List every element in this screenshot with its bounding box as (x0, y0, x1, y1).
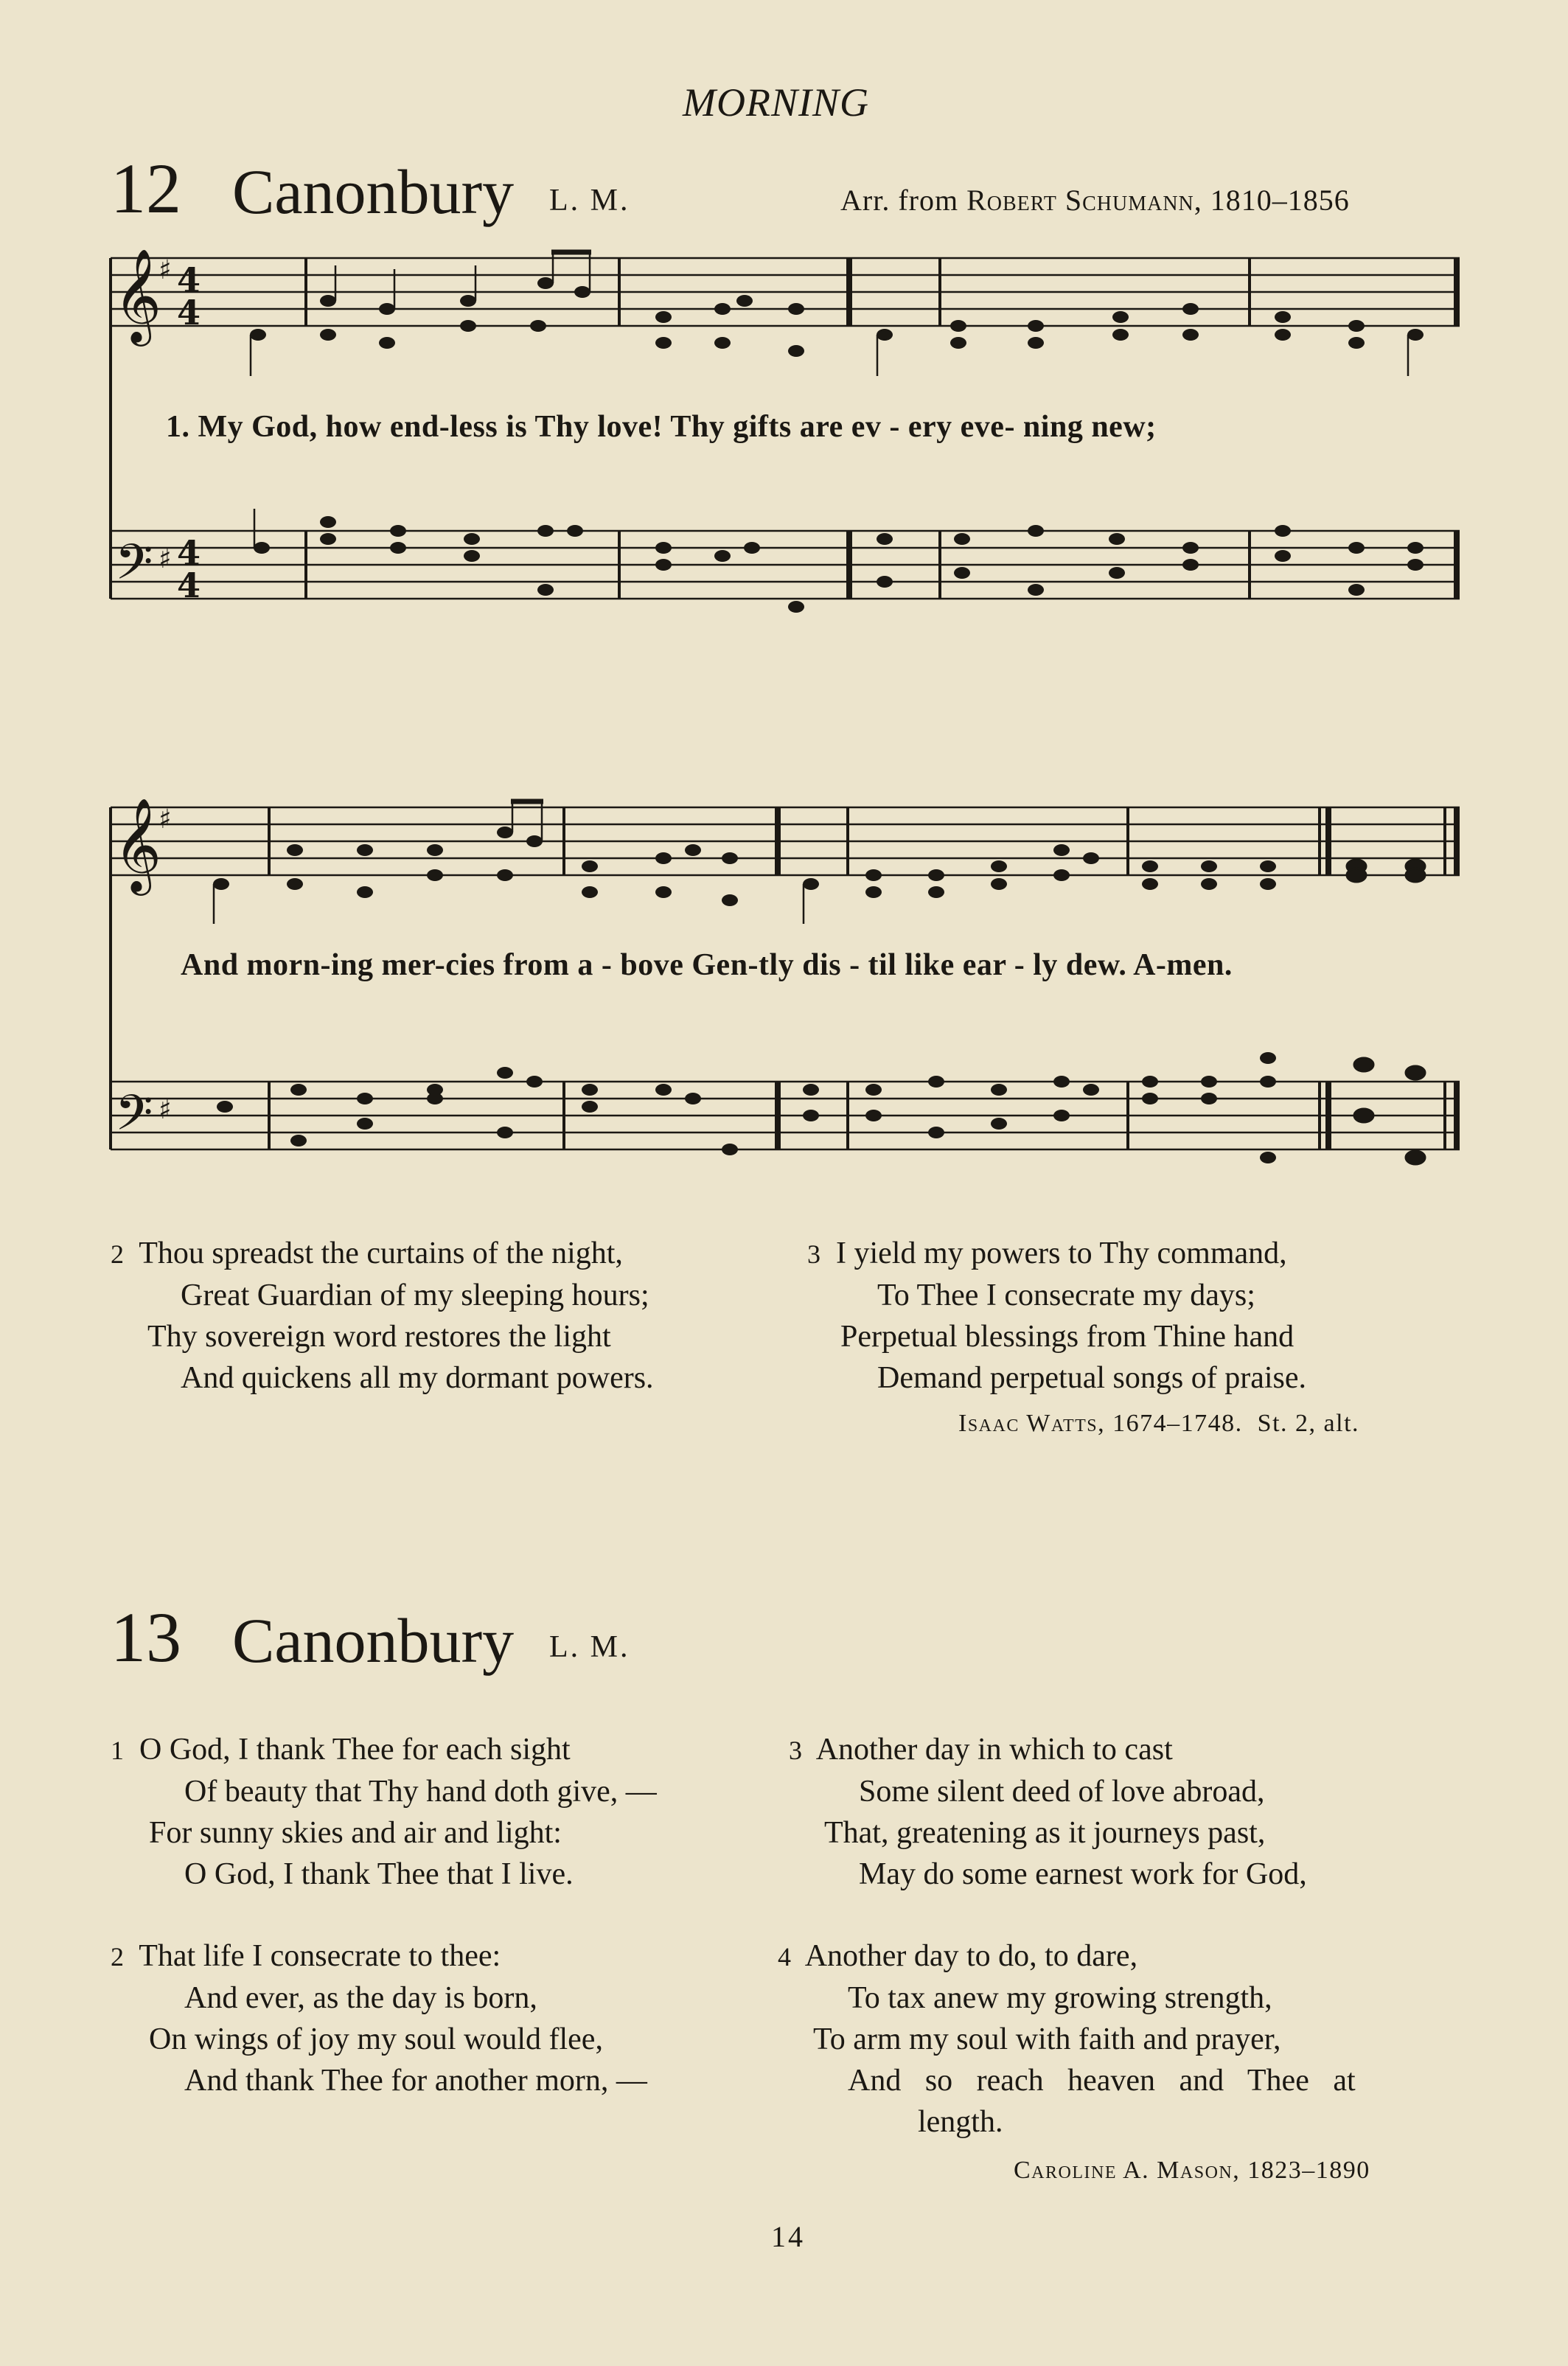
hymn-12-lyrics-line-1: 1. My God, how end-less is Thy love! Thy gifts are ev - ery eve- ning new; (166, 410, 1157, 444)
verse-line: length. (918, 2105, 1003, 2139)
hymn-13-number: 13 (111, 1598, 181, 1677)
hymn-13-verse-3 (789, 1729, 1307, 1895)
hymn-12-lyrics-line-2: And morn-ing mer-cies from a - bove Gen-tly dis - til like ear - ly dew. A-men. (181, 948, 1233, 982)
hymn-12-tune: Canonbury (232, 156, 515, 227)
verse-number: 3 (789, 1736, 802, 1765)
music-system-2 (103, 778, 1460, 1191)
svg-text:4: 4 (177, 260, 201, 300)
hymn-12-verse-3 (807, 1233, 1306, 1399)
verse-line: And thank Thee for another morn, — (184, 2064, 647, 2098)
author: Isaac Watts, 1674–1748. (958, 1410, 1243, 1437)
verse-line: And quickens all my dormant powers. (181, 1361, 654, 1395)
bass-clef-icon: 𝄢 (115, 534, 153, 602)
composer: Robert Schumann, 1810–1856 (966, 184, 1350, 217)
arranger-prefix: Arr. from (840, 184, 959, 217)
hymn-12-credit (958, 1410, 1359, 1438)
verse-line: Thy sovereign word restores the light (147, 1320, 611, 1354)
svg-text:4: 4 (177, 533, 201, 573)
verse-number: 2 (111, 1239, 124, 1269)
hymn-13-tune: Canonbury (232, 1605, 515, 1676)
verse-line: Great Guardian of my sleeping hours; (181, 1278, 649, 1312)
hymn-13-verse-2 (111, 1935, 647, 2101)
verse-line: Another day to do, to dare, (804, 1939, 1138, 1973)
credit-note: St. 2, alt. (1257, 1410, 1360, 1437)
verse-line: To tax anew my growing strength, (848, 1981, 1272, 2015)
verse-number: 1 (111, 1736, 124, 1765)
verse-line: I yield my powers to Thy command, (836, 1236, 1287, 1270)
verse-line: For sunny skies and air and light: (149, 1816, 562, 1850)
verse-number: 3 (807, 1239, 820, 1269)
verse-line: Demand perpetual songs of praise. (877, 1361, 1306, 1395)
verse-line: Thou spreadst the curtains of the night, (139, 1236, 623, 1270)
bass-clef-icon: 𝄢 (115, 1085, 153, 1153)
verse-number: 2 (111, 1942, 124, 1972)
svg-text:♯: ♯ (158, 804, 172, 835)
svg-text:4: 4 (177, 293, 201, 333)
svg-text:♯: ♯ (158, 1095, 172, 1125)
hymn-13-credit: Caroline A. Mason, 1823–1890 (1014, 2157, 1370, 2184)
hymn-12-verse-2 (111, 1233, 654, 1399)
verse-line: On wings of joy my soul would flee, (149, 2022, 603, 2056)
verse-line: Of beauty that Thy hand doth give, — (184, 1775, 657, 1809)
sharp-icon: ♯ (158, 255, 172, 285)
verse-number: 4 (778, 1942, 791, 1972)
hymn-12-meter: L. M. (549, 184, 630, 218)
svg-text:♯: ♯ (158, 544, 172, 574)
verse-line: To Thee I consecrate my days; (877, 1278, 1255, 1312)
hymn-13-meter: L. M. (549, 1630, 630, 1664)
verse-line: May do some earnest work for God, (859, 1857, 1307, 1891)
hymn-13-verse-4 (778, 1935, 1356, 2143)
verse-line: O God, I thank Thee for each sight (139, 1733, 571, 1767)
svg-text:4: 4 (177, 566, 201, 605)
page-number: 14 (771, 2220, 805, 2253)
verse-line: Another day in which to cast (815, 1733, 1173, 1767)
treble-clef-icon: 𝄞 (114, 248, 162, 342)
verse-line: That, greatening as it journeys past, (824, 1816, 1266, 1850)
verse-line: Some silent deed of love abroad, (859, 1775, 1265, 1809)
verse-line: That life I consecrate to thee: (139, 1939, 501, 1973)
verse-line: Perpetual blessings from Thine hand (840, 1320, 1295, 1354)
hymn-12-number: 12 (111, 149, 181, 228)
verse-line: O God, I thank Thee that I live. (184, 1857, 574, 1891)
treble-clef-icon: 𝄞 (114, 797, 162, 891)
verse-line: To arm my soul with faith and prayer, (813, 2022, 1281, 2056)
verse-line: And so reach heaven and Thee at (848, 2064, 1356, 2098)
verse-line: And ever, as the day is born, (184, 1981, 537, 2015)
hymn-13-verse-1 (111, 1729, 657, 1895)
hymn-12-arranger (840, 183, 1350, 218)
section-title: MORNING (683, 80, 869, 125)
